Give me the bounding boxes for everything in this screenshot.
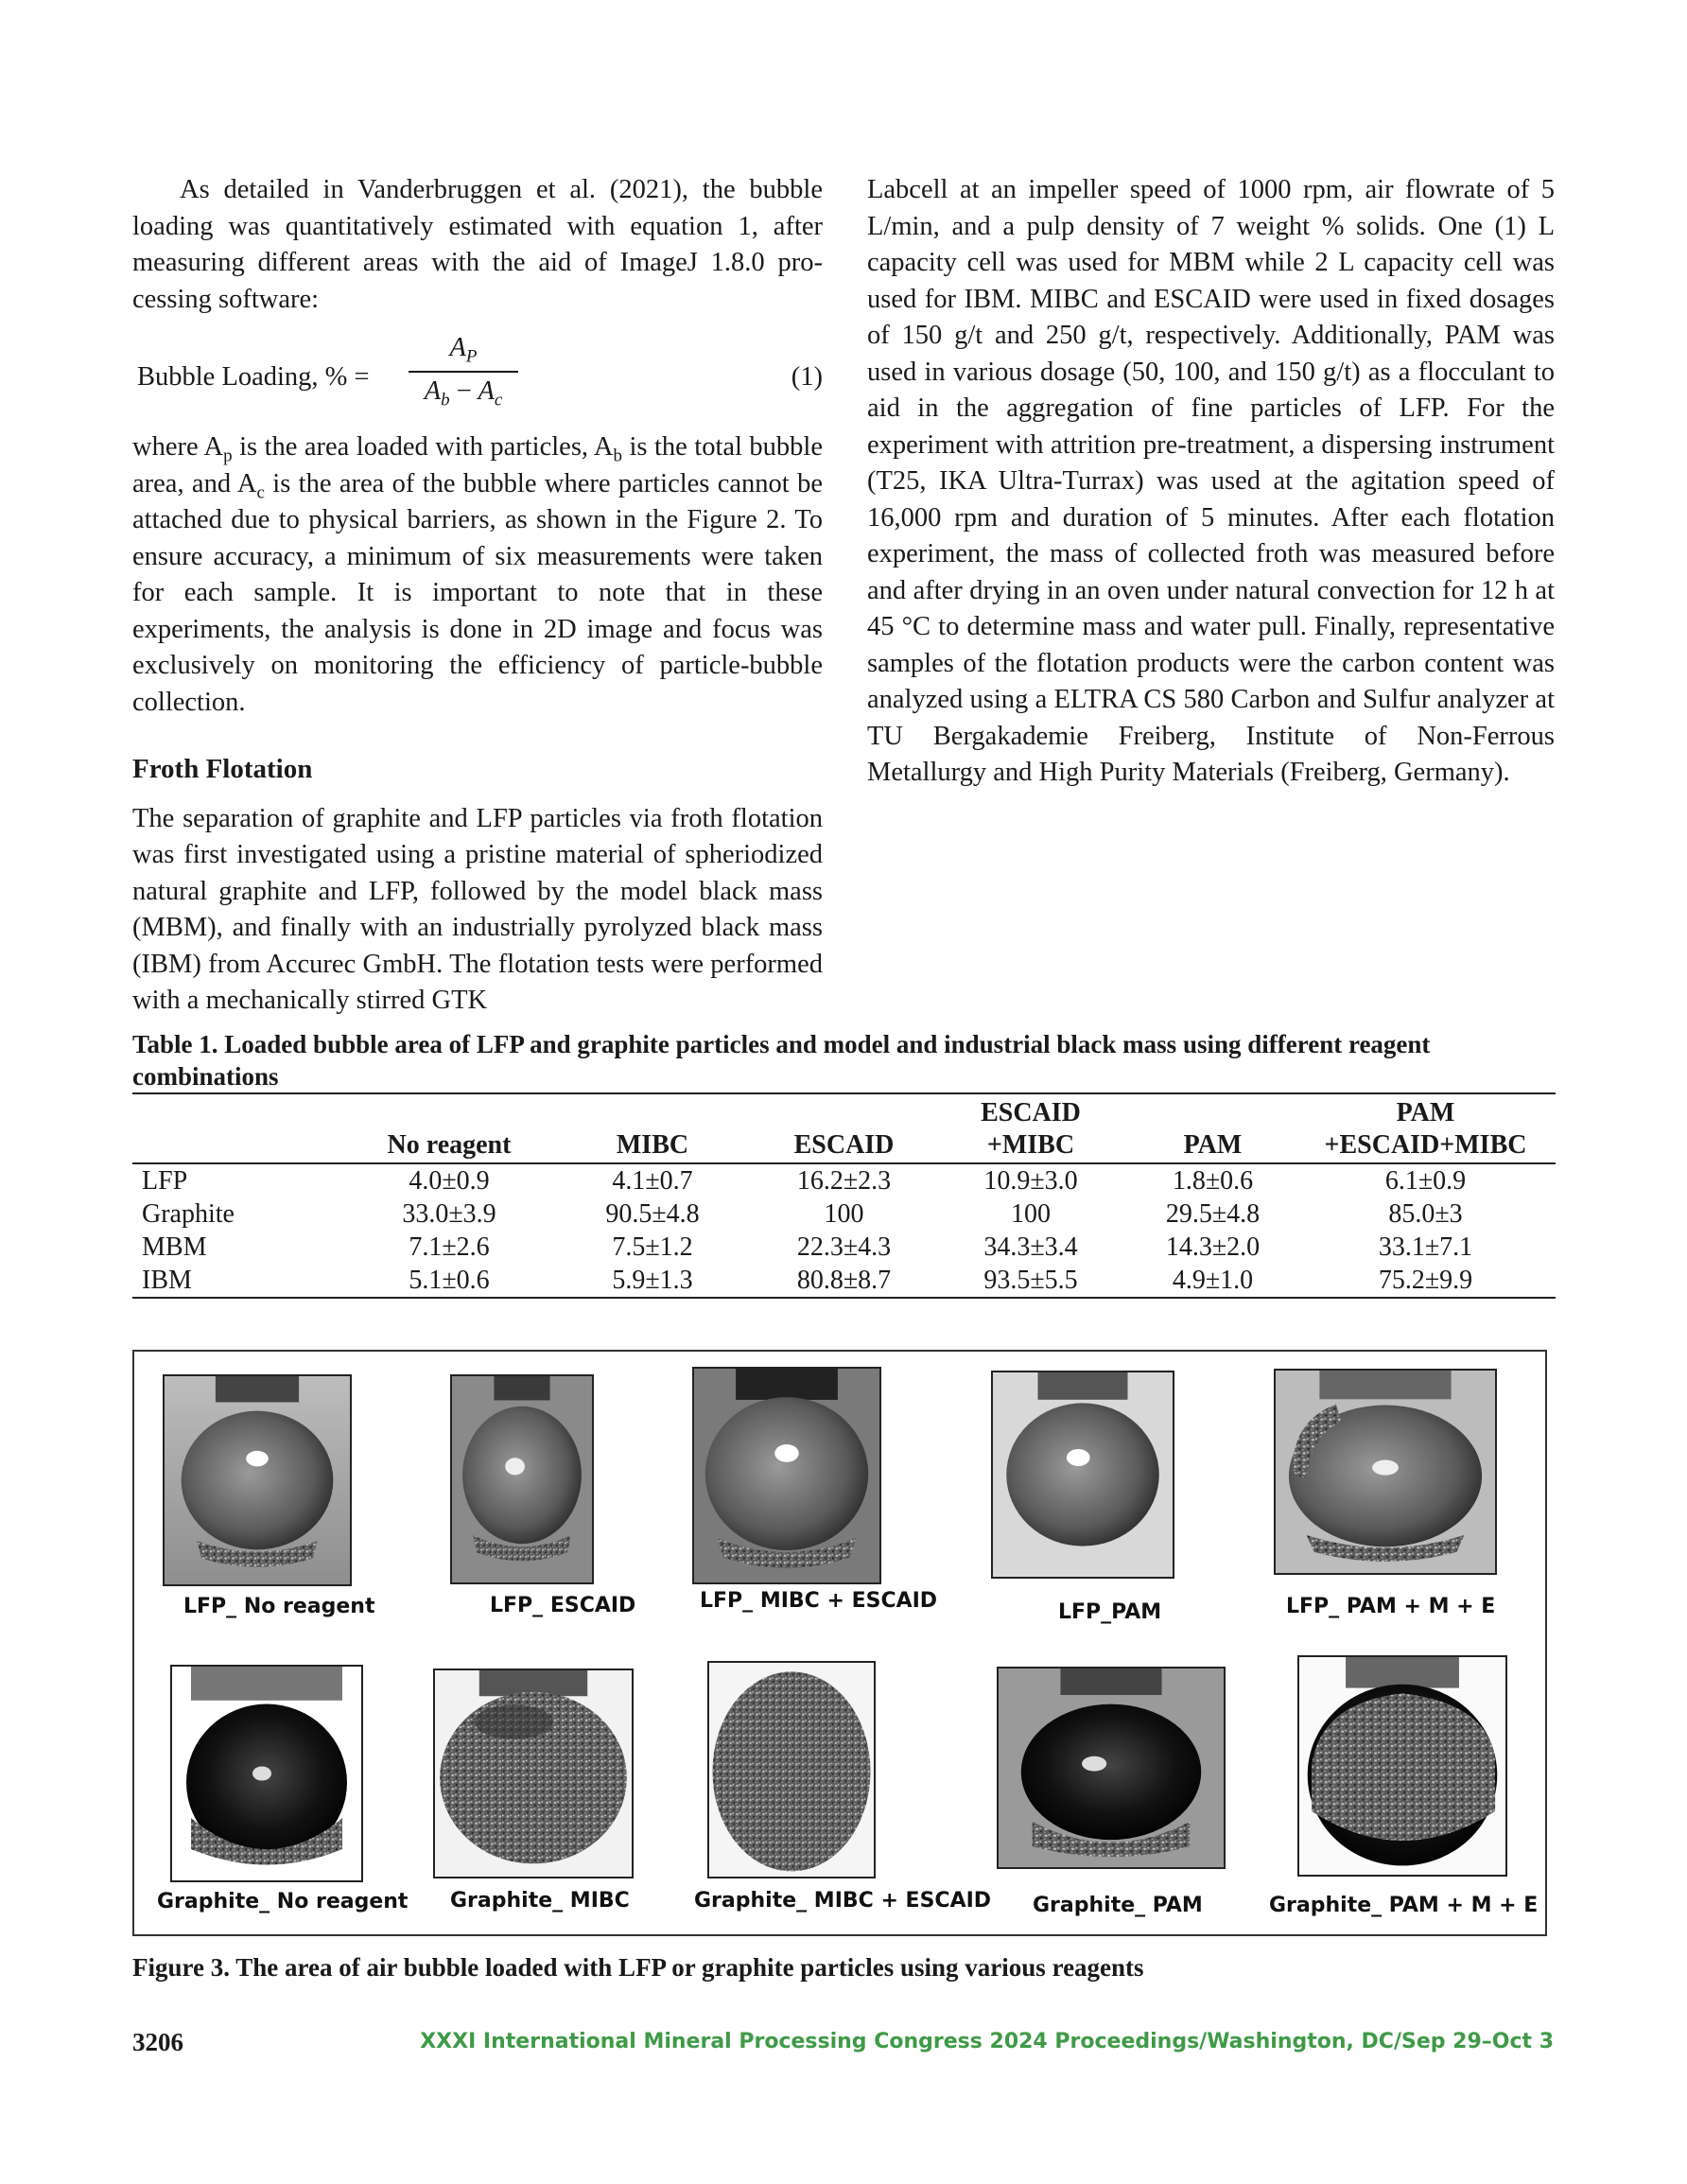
equation-number: (1) [791, 362, 823, 392]
page-number: 3206 [132, 2028, 183, 2056]
column-header: MIBC [548, 1129, 757, 1163]
column-header: +MIBC [931, 1129, 1130, 1163]
figure-caption: Figure 3. The area of air bubble loaded with LFP or graphite particles using various reagents [132, 1953, 1144, 1982]
proceedings-footer: XXXI International Mineral Processing Congress 2024 Proceedings/Washington, DC/Sep 29–Oct 3 [420, 2030, 1554, 2053]
bubble-photo-lfp-pam [991, 1371, 1174, 1579]
figure-label: Graphite_ MIBC [450, 1889, 630, 1913]
figure-label: Graphite_ PAM + M + E [1269, 1894, 1539, 1917]
table-row: LFP 4.0±0.9 4.1±0.7 16.2±2.3 10.9±3.0 1.8±0.6 6.1±0.9 [142, 1166, 1467, 1196]
left-column [132, 172, 823, 1020]
section-heading-froth-flotation: Froth Flotation [132, 754, 313, 784]
figure-label: Graphite_ No reagent [157, 1890, 409, 1913]
bubble-photo-lfp-pam-m-e [1274, 1369, 1497, 1575]
figure-label: LFP_PAM [1058, 1600, 1162, 1624]
paragraph-bubble-loading: As detailed in Vanderbruggen et al. (2021), the bubble loading was quantitatively estimated with equation 1, after measuring different areas with the aid of ImageJ 1.8.0 processing software: [132, 175, 823, 314]
equation-numerator: $A_P$ [449, 333, 478, 367]
column-header: ESCAID [931, 1093, 1130, 1129]
figure-label: Graphite_ PAM [1033, 1894, 1203, 1917]
bubble-photo-graphite-pam [997, 1667, 1226, 1869]
bubble-photo-lfp-mibc-escaid [692, 1367, 881, 1584]
table-row: IBM 5.1±0.6 5.9±1.3 80.8±8.7 93.5±5.5 4.9±1.0 75.2±9.9 [132, 1264, 1556, 1298]
column-header: +ESCAID+MIBC [1296, 1129, 1556, 1163]
figure-label: LFP_ PAM + M + E [1286, 1595, 1496, 1618]
table-header-row [132, 1129, 1556, 1163]
table-row: Graphite 33.0±3.9 90.5±4.8 100 100 29.5±4.8 85.0±3 [142, 1199, 1463, 1229]
table-header-row [132, 1093, 1556, 1129]
bubble-photo-graphite-mibc-escaid [707, 1661, 876, 1878]
equation-lhs: Bubble Loading, % = [137, 362, 370, 392]
table-row: MBM 7.1±2.6 7.5±1.2 22.3±4.3 34.3±3.4 14.3±2.0 33.1±7.1 [142, 1232, 1473, 1262]
equation-denominator: $A_b - A_c$ [424, 376, 503, 411]
column-header: No reagent [350, 1129, 548, 1163]
equation-1 [132, 329, 823, 429]
paragraph-froth-flotation: The separation of graphite and LFP particles via froth flotation was first investigated using a pristine material of spheriodized natural graphite and LFP, followed by the model black mass (MBM), and finally with an industrially pyrolyzed black mass (IBM) from Accurec GmbH. The flotation tests were performed with a mechanically stirred GTK [132, 803, 823, 1015]
figure-3 [132, 1350, 1547, 1936]
bubble-photo-graphite-pam-m-e [1297, 1655, 1507, 1877]
figure-label: Graphite_ MIBC + ESCAID [694, 1889, 992, 1913]
paragraph-area-definitions: where $A_p$ is the area loaded with particles, $A_b$ is the total bubble area, and $A_c$ is the area of the bubble where particles cannot be attached due to physical barriers, as shown in the Figure 2. To ensure accuracy, a minimum of six measurements were taken for each sample. It is important to note that in these experiments, the analysis is done in 2D image and focus was exclusively on monitoring the efficiency of particle-bubble collection. [132, 432, 823, 717]
results-table [132, 1092, 1556, 1299]
right-column [867, 172, 1555, 792]
figure-label: LFP_ MIBC + ESCAID [700, 1589, 938, 1613]
column-header: ESCAID [757, 1129, 931, 1163]
column-header: PAM [1296, 1093, 1556, 1129]
table-caption: Table 1. Loaded bubble area of LFP and graphite particles and model and industrial black mass using different reagent combinations [132, 1030, 1431, 1091]
bubble-photo-graphite-mibc [433, 1669, 634, 1878]
paragraph-labcell: Labcell at an impeller speed of 1000 rpm, air flowrate of 5 L/min, and a pulp density of 7 weight % solids. One (1) L capacity cell was used for MBM while 2 L capacity cell was used for IBM. MIBC and ESCAID were used in fixed dosages of 150 g/t and 250 g/t, respectively. Additionally, PAM was used in various dosage (50, 100, and 150 g/t) as a flocculant to aid in the aggregation of fine particles of LFP. For the experiment with attrition pre-treatment, a dispersing instrument (T25, IKA Ultra-Turrax) was used at the agitation speed of 16,000 rpm and duration of 5 minutes. After each flotation experiment, the mass of collected froth was measured before and after drying in an oven under natural convection for 12 h at 45 °C to determine mass and water pull. Finally, representative samples of the flotation products were the carbon content was analyzed using a ELTRA CS 580 Carbon and Sulfur analyzer at TU Bergakademie Freiberg, Institute of Non-Ferrous Metallurgy and High Purity Materials (Freiberg, Germany). [867, 175, 1555, 787]
bubble-photo-lfp-no-reagent [163, 1374, 352, 1586]
equation-fraction [409, 329, 518, 411]
figure-label: LFP_ ESCAID [490, 1594, 636, 1617]
figure-label: LFP_ No reagent [183, 1595, 375, 1618]
column-header: PAM [1130, 1129, 1296, 1163]
bubble-photo-graphite-no-reagent [170, 1665, 363, 1882]
bubble-photo-lfp-escaid [450, 1374, 594, 1584]
